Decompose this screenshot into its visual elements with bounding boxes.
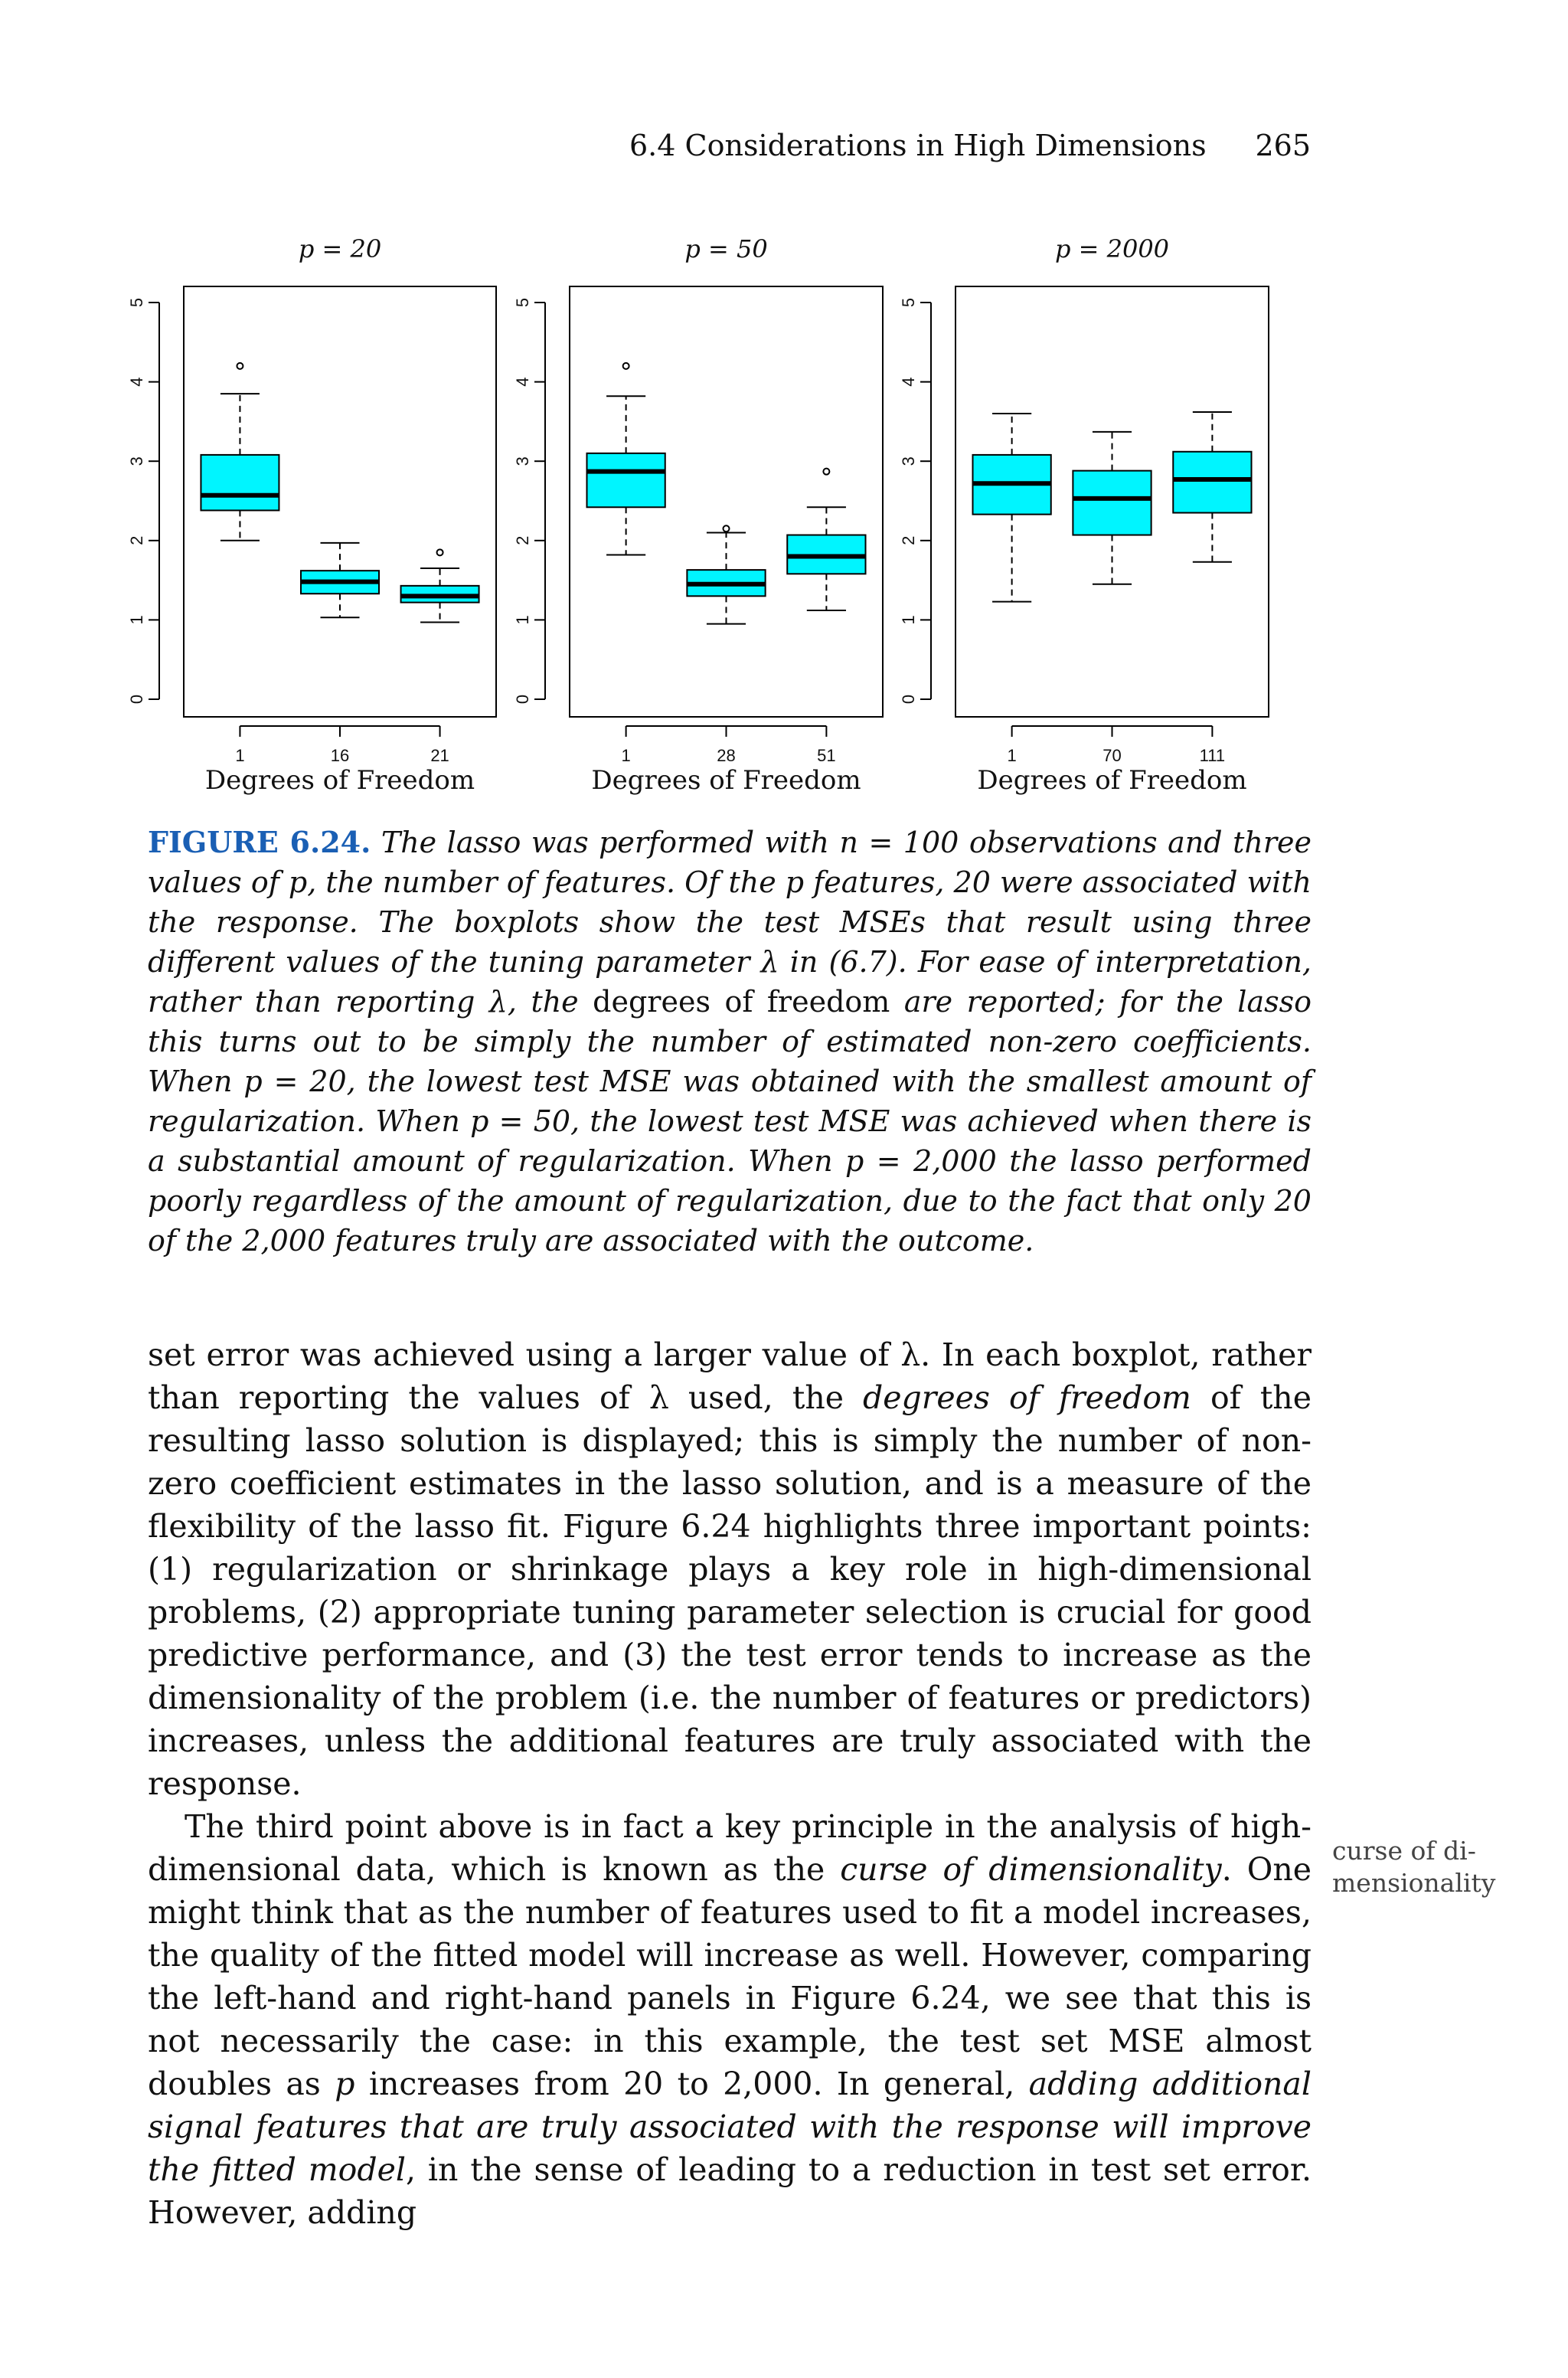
margin-note-line-1: curse of di- xyxy=(1332,1836,1476,1866)
y-tick-label: 3 xyxy=(126,456,146,466)
p1-emphasis: degrees of freedom xyxy=(863,1379,1191,1416)
body-text xyxy=(148,1333,1312,2234)
x-tick-label: 1 xyxy=(235,746,245,765)
x-tick-label: 1 xyxy=(1007,746,1017,765)
y-tick-label: 0 xyxy=(898,694,918,705)
y-tick-label: 4 xyxy=(126,377,146,387)
y-tick-label: 2 xyxy=(126,535,146,545)
paragraph-1 xyxy=(148,1333,1312,1805)
caption-text-1: The lasso was performed with n = 100 observations and three values of p, the number of features. Of the p features, 20 were associated with the response. The boxplots show the test MSEs that result using three different values of the tuning parameter λ in (6.7). For ease of interpretation, rather than reporting λ, the xyxy=(148,826,1312,1019)
x-tick-label: 111 xyxy=(1199,746,1226,765)
p2-emphasis-2: p xyxy=(335,2066,355,2102)
box xyxy=(201,455,279,511)
box xyxy=(586,453,665,507)
x-tick-label: 51 xyxy=(817,746,836,765)
y-tick-label: 5 xyxy=(512,297,532,308)
margin-note-line-2: mensionality xyxy=(1332,1868,1496,1898)
outlier-point xyxy=(724,525,730,532)
p2-part-c: increases from 20 to 2,000. In general, xyxy=(368,2066,1015,2102)
section-title: 6.4 Considerations in High Dimensions xyxy=(629,129,1207,162)
p2-part-d: , in the sense of leading to a reduction in test set error. However, adding xyxy=(148,2151,1312,2231)
y-tick-label: 1 xyxy=(126,615,146,625)
panel-title: p = 2000 xyxy=(1054,234,1170,263)
panel-title: p = 20 xyxy=(298,234,382,263)
x-tick-label: 28 xyxy=(717,746,736,765)
outlier-point xyxy=(237,363,243,369)
x-tick-label: 1 xyxy=(621,746,631,765)
box xyxy=(1173,452,1251,513)
x-tick-label: 21 xyxy=(430,746,449,765)
p2-part-a: The third point above is in fact a key principle in the analysis of high-dimensional data, which is known as the xyxy=(148,1808,1312,1888)
y-tick-label: 5 xyxy=(898,297,918,308)
p1-part-b: of the resulting lasso solution is displayed; this is simply the number of non-zero coefficient estimates in the lasso solution, and is a measure of the flexibility of the lasso fit. Figure 6.24 highlights three important points: (1) regularization or shrinkage plays a key role in high-dimensional problems, (2) appropriate tuning parameter selection is crucial for good predictive performance, and (3) the test error tends to increase as the dimensionality of the problem (i.e. the number of features or predictors) increases, unless the additional features are truly associated with the response. xyxy=(148,1379,1312,1802)
p2-emphasis-1: curse of dimensionality xyxy=(840,1851,1222,1888)
x-axis-label: Degrees of Freedom xyxy=(977,765,1247,796)
x-axis-label: Degrees of Freedom xyxy=(204,765,475,796)
paragraph-2 xyxy=(148,1805,1312,2234)
y-tick-label: 3 xyxy=(898,456,918,466)
p2-part-b: . One might think that as the number of features used to fit a model increases, the quality of the fitted model will increase as well. However, comparing the left-hand and right-hand panels in Figure 6.24, we see that this is not necessarily the case: in this example, the test set MSE almost doubles as xyxy=(148,1851,1312,2102)
figure-6-24 xyxy=(0,0,1568,812)
x-tick-label: 70 xyxy=(1102,746,1122,765)
outlier-point xyxy=(437,549,443,555)
outlier-point xyxy=(823,469,829,475)
x-axis-label: Degrees of Freedom xyxy=(591,765,861,796)
y-tick-label: 1 xyxy=(512,615,532,625)
caption-upright-term: degrees of freedom xyxy=(593,985,890,1019)
y-tick-label: 3 xyxy=(512,456,532,466)
y-tick-label: 4 xyxy=(512,377,532,387)
y-tick-label: 5 xyxy=(126,297,146,308)
y-tick-label: 1 xyxy=(898,615,918,625)
page-number: 265 xyxy=(1255,129,1311,162)
margin-note xyxy=(1332,1835,1516,1899)
box xyxy=(1073,471,1151,535)
outlier-point xyxy=(623,363,629,369)
x-tick-label: 16 xyxy=(330,746,350,765)
y-tick-label: 2 xyxy=(898,535,918,545)
p1-part-a: set error was achieved using a larger value of λ. In each boxplot, rather than reporting the values of λ used, the xyxy=(148,1336,1312,1416)
caption-text-2: are reported; for the lasso this turns out to be simply the number of estimated non-zero coefficients. When p = 20, the lowest test MSE was obtained with the smallest amount of regularization. When p = 50, the lowest test MSE was achieved when there is a substantial amount of regularization. When p = 2,000 the lasso performed poorly regardless of the amount of regularization, due to the fact that only 20 of the 2,000 features truly are associated with the outcome. xyxy=(148,985,1312,1258)
y-tick-label: 4 xyxy=(898,377,918,387)
y-tick-label: 2 xyxy=(512,535,532,545)
figure-label: FIGURE 6.24. xyxy=(148,825,371,859)
y-tick-label: 0 xyxy=(126,694,146,705)
figure-caption xyxy=(148,823,1312,1261)
y-tick-label: 0 xyxy=(512,694,532,705)
p2-emphasis-3: adding additional signal features that are truly associated with the response will improve the fitted model xyxy=(148,2066,1312,2188)
panel-title: p = 50 xyxy=(684,234,768,263)
